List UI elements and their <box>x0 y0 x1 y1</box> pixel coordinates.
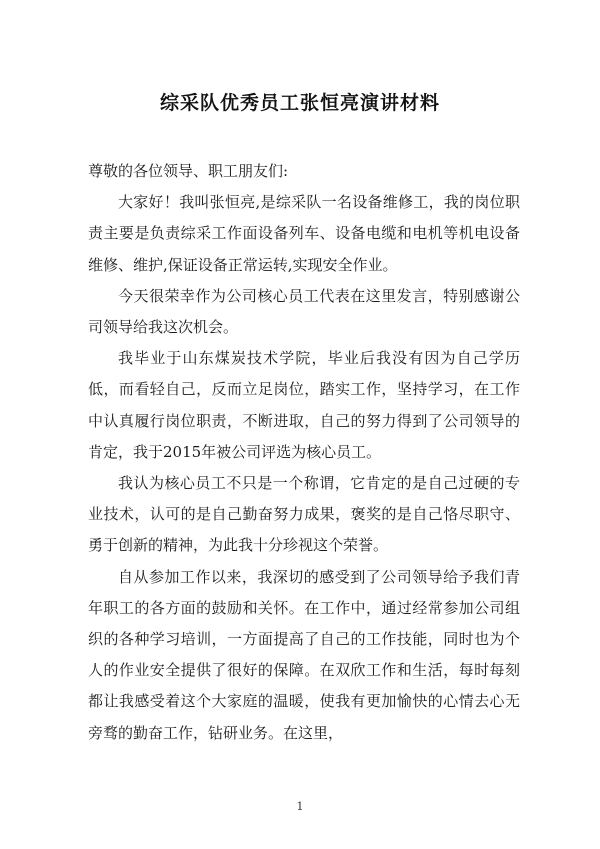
salutation: 尊敬的各位领导、职工朋友们: <box>88 162 289 180</box>
paragraph-experience: 自从参加工作以来，我深切的感受到了公司领导给予我们青年职工的各方面的鼓励和关怀。在工作中，通过经常参加公司组织的各种学习培训，一方面提高了自己的工作技能，同时也为个人的作业安全提供了很好的保障。在双欣工作和生活，每时每刻都让我感受着这个大家庭的温暖，使我有更加愉快的心情去心无旁骛的勤奋工作，钻研业务。在这里， <box>88 567 520 742</box>
paragraph-self-introduction: 大家好！我叫张恒亮,是综采队一名设备维修工，我的岗位职责主要是负责综采工作面设备列车、设备电缆和电机等机电设备维修、维护,保证设备正常运转,实现安全作业。 <box>88 193 520 274</box>
paragraph-thanks: 今天很荣幸作为公司核心员工代表在这里发言，特别感谢公司领导给我这次机会。 <box>88 286 520 337</box>
paragraph-core-employee: 我认为核心员工不只是一个称谓，它肯定的是自己过硬的专业技术，认可的是自己勤奋努力成果，褒奖的是自己恪尽职守、勇于创新的精神，为此我十分珍视这个荣誉。 <box>88 474 520 555</box>
document-body <box>88 156 520 749</box>
page-number: 1 <box>296 800 304 813</box>
page-title: 综采队优秀员工张恒亮演讲材料 <box>159 92 440 114</box>
paragraph-education: 我毕业于山东煤炭技术学院，毕业后我没有因为自己学历低，而看轻自己，反而立足岗位，踏实工作，坚持学习，在工作中认真履行岗位职责，不断进取，自己的努力得到了公司领导的肯定，我于2015年被公司评选为核心员工。 <box>88 349 520 461</box>
